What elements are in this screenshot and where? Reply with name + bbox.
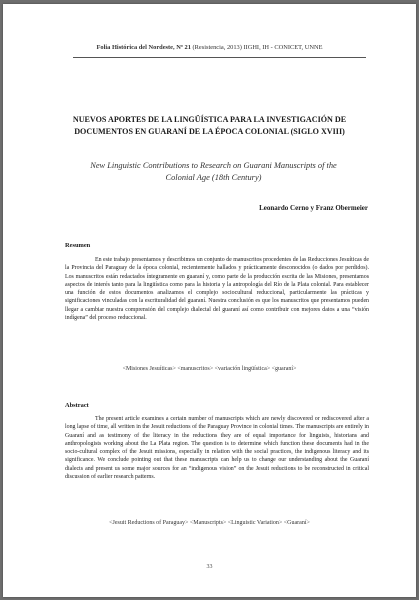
article-title-line-2: DOCUMENTOS EN GUARANÍ DE LA ÉPOCA COLONIAL (SIGLO XVIII)	[74, 126, 345, 136]
document-page	[3, 4, 416, 597]
header-divider	[73, 57, 366, 58]
article-title-line-1: NUEVOS APORTES DE LA LINGÜÍSTICA PARA LA INVESTIGACIÓN DE	[72, 115, 347, 124]
abstract-heading: Abstract	[65, 402, 89, 409]
page-number: 33	[206, 564, 213, 570]
authors: Leonardo Cerno y Franz Obermeier	[259, 204, 368, 212]
journal-details: (Resistencia, 2013) IIGHI, IH - CONICET, UNNE	[192, 44, 323, 51]
abstract-keywords: <Jesuit Reductions of Paraguay> <Manuscripts> <Linguistic Variation> <Guaraní>	[109, 520, 310, 526]
abstract-text: The present article examines a certain number of manuscripts which are newly discovered or rediscovered after a long lapse of time, all written in the Jesuit reductions of the Paraguay Province in colonial times. The manuscripts are entirely in Guaraní and as testimony of the literacy in the reductions they are of equal importance for linguists, historians and anthropologists working about the La Plata region. The question is to determine which function these documents had in the socio-cultural complex of the Jesuit missions, especially in relation with the social practices, the indigenous literacy and its significance. We conclude pointing out that these manuscripts can help us to change our understanding about the Guaraní dialects and present us some major sources for an “indigenous vision” on the Jesuit reductions to be reconstructed in critical discussion of earlier research patterns.	[65, 416, 369, 481]
resumen-heading: Resumen	[65, 242, 91, 249]
article-title-english-line-2: Colonial Age (18th Century)	[165, 173, 262, 182]
journal-name: Folia Histórica del Nordeste, Nº 21	[96, 44, 191, 51]
article-title-english-line-1: New Linguistic Contributions to Research on Guarani Manuscripts of the	[90, 161, 337, 170]
resumen-text: En este trabajo presentamos y describimos un conjunto de manuscritos procedentes de las Reducciones Jesuíticas de la Provincia del Paraguay de la época colonial, recientemente hallados y prácticamente desconocidos (o dados por perdidos). Los manuscritos están redactados íntegramente en guaraní y, como parte de la producción escrita de las Misiones, presentamos aspectos de interés tanto para la lingüística como para la historia y la antropología del Río de la Plata colonial. Para establecer una función de estos documentos analizamos el complejo sociocultural reduccional, particularmente las prácticas y significaciones vinculadas con la escrituralidad del guaraní. Nuestra conclusión es que los manuscritos que presentamos pueden llegar a cambiar nuestra comprensión del complejo dialectal del guaraní así como contribuir con mejores datos a una “visión indígena” del proceso reduccional.	[65, 257, 370, 322]
resumen-keywords: <Misiones Jesuíticas> <manuscritos> <variación lingüística> <guaraní>	[122, 366, 297, 372]
article-title	[43, 114, 376, 137]
running-header	[3, 44, 416, 51]
article-title-english	[61, 160, 366, 184]
